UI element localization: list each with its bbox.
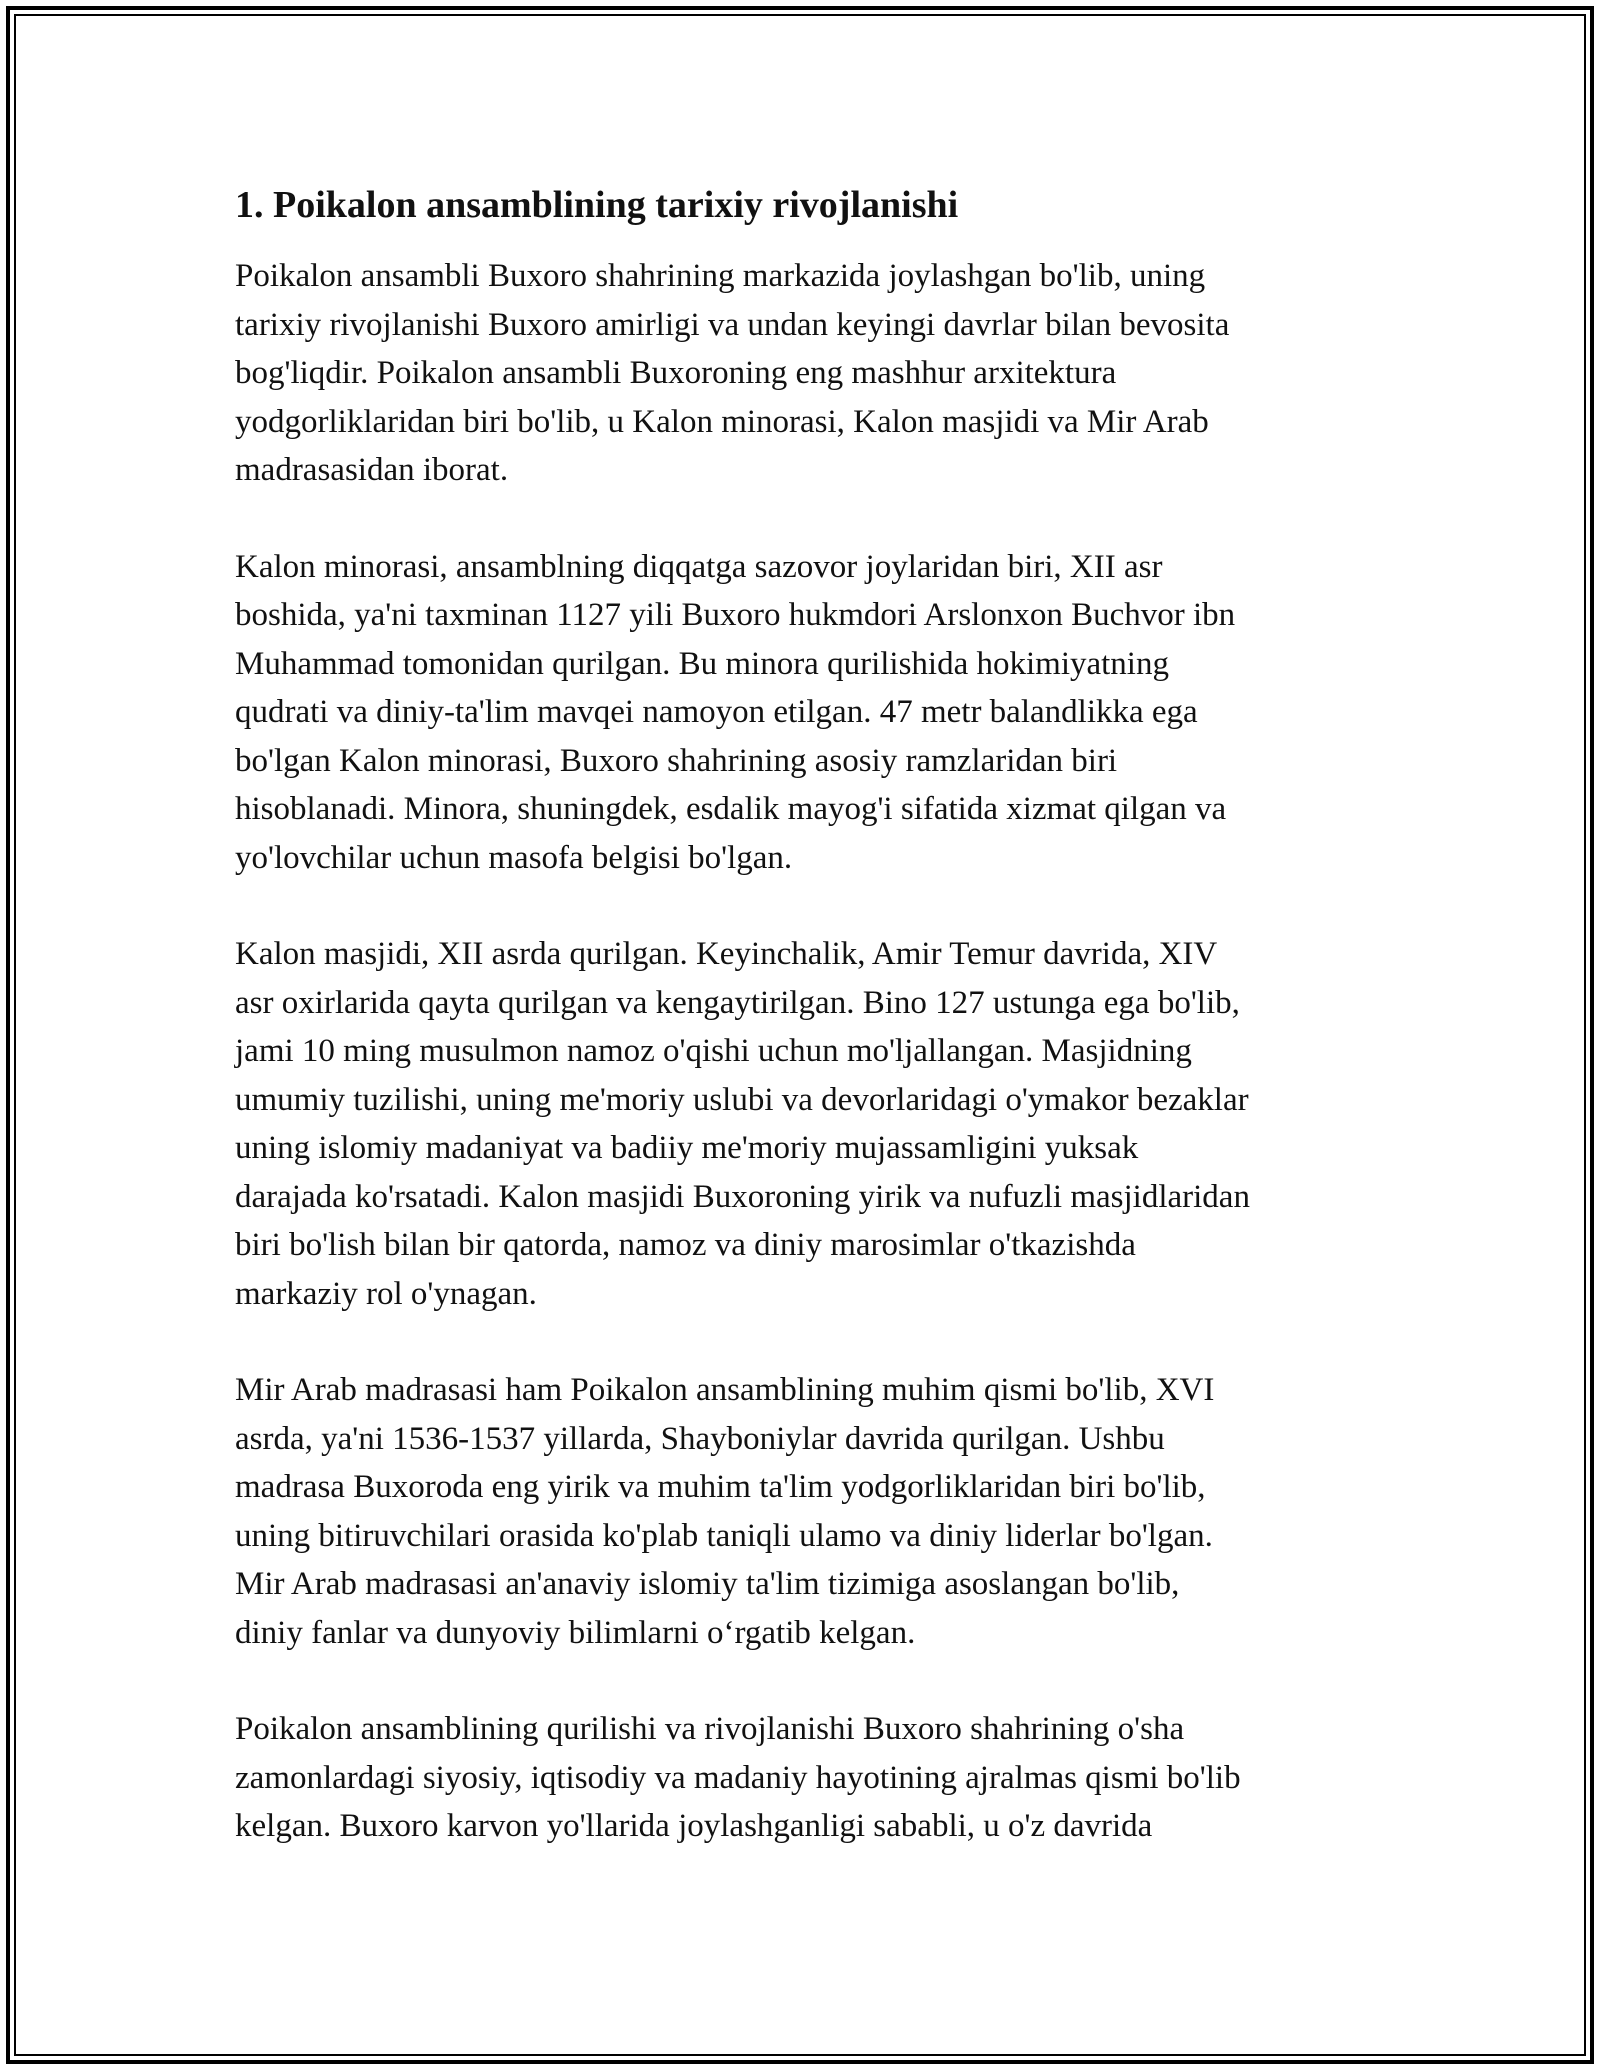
text-line: Muhammad tomonidan qurilgan. Bu minora qurilishida hokimiyatning (235, 645, 1169, 682)
paragraph-mir-arab (235, 1366, 1375, 1657)
text-line: markaziy rol o'ynagan. (235, 1275, 537, 1312)
text-line: diniy fanlar va dunyoviy bilimlarni o‘rgatib kelgan. (235, 1614, 916, 1651)
text-line: kelgan. Buxoro karvon yo'llarida joylashganligi sababli, u o'z davrida (235, 1808, 1153, 1844)
text-line: madrasa Buxoroda eng yirik va muhim ta'lim yodgorliklaridan biri bo'lib, (235, 1469, 1206, 1505)
document-body (235, 182, 1375, 1899)
text-line: qudrati va diniy-ta'lim mavqei namoyon etilgan. 47 metr balandlikka ega (235, 694, 1198, 730)
paragraph-intro (235, 252, 1375, 495)
text-line: yo'lovchilar uchun masofa belgisi bo'lgan. (235, 839, 793, 876)
text-line: uning bitiruvchilari orasida ko'plab taniqli ulamo va diniy liderlar bo'lgan. (235, 1517, 1213, 1554)
text-line: asr oxirlarida qayta qurilgan va kengaytirilgan. Bino 127 ustunga ega bo'lib, (235, 984, 1240, 1021)
paragraph-kalon-minaret (235, 543, 1375, 883)
text-line: madrasasidan iborat. (235, 452, 509, 488)
paragraph-kalon-mosque (235, 930, 1375, 1318)
text-line: tarixiy rivojlanishi Buxoro amirligi va undan keyingi davrlar bilan bevosita (235, 306, 1230, 343)
text-line: bog'liqdir. Poikalon ansambli Buxoroning eng mashhur arxitektura (235, 355, 1117, 391)
paragraph-development (235, 1705, 1375, 1851)
text-line: Kalon masjidi, XII asrda qurilgan. Keyinchalik, Amir Temur davrida, XIV (235, 936, 1218, 972)
text-line: Poikalon ansambli Buxoro shahrining markazida joylashgan bo'lib, uning (235, 258, 1206, 294)
text-line: Poikalon ansamblining qurilishi va rivojlanishi Buxoro shahrining o'sha (235, 1711, 1185, 1747)
text-line: Kalon minorasi, ansamblning diqqatga sazovor joylaridan biri, XII asr (235, 548, 1163, 585)
text-line: jami 10 ming musulmon namoz o'qishi uchun mo'ljallangan. Masjidning (235, 1033, 1192, 1069)
text-line: uning islomiy madaniyat va badiiy me'moriy mujassamligini yuksak (235, 1130, 1139, 1166)
text-line: Mir Arab madrasasi an'anaviy islomiy ta'lim tizimiga asoslangan bo'lib, (235, 1566, 1180, 1602)
text-line: yodgorliklaridan biri bo'lib, u Kalon minorasi, Kalon masjidi va Mir Arab (235, 403, 1209, 440)
text-line: Mir Arab madrasasi ham Poikalon ansamblining muhim qismi bo'lib, XVI (235, 1372, 1215, 1408)
text-line: boshida, ya'ni taxminan 1127 yili Buxoro hukmdori Arslonxon Buchvor ibn (235, 597, 1236, 633)
text-line: asrda, ya'ni 1536-1537 yillarda, Shayboniylar davrida qurilgan. Ushbu (235, 1420, 1165, 1457)
text-line: darajada ko'rsatadi. Kalon masjidi Buxoroning yirik va nufuzli masjidlaridan (235, 1178, 1250, 1215)
text-line: biri bo'lish bilan bir qatorda, namoz va diniy marosimlar o'tkazishda (235, 1227, 1136, 1263)
text-line: umumiy tuzilishi, uning me'moriy uslubi va devorlaridagi o'ymakor bezaklar (235, 1081, 1249, 1118)
section-heading: 1. Poikalon ansamblining tarixiy rivojlanishi (235, 184, 959, 226)
text-line: bo'lgan Kalon minorasi, Buxoro shahrining asosiy ramzlaridan biri (235, 742, 1118, 779)
text-line: zamonlardagi siyosiy, iqtisodiy va madaniy hayotining ajralmas qismi bo'lib (235, 1759, 1241, 1796)
text-line: hisoblanadi. Minora, shuningdek, esdalik mayog'i sifatida xizmat qilgan va (235, 791, 1227, 827)
